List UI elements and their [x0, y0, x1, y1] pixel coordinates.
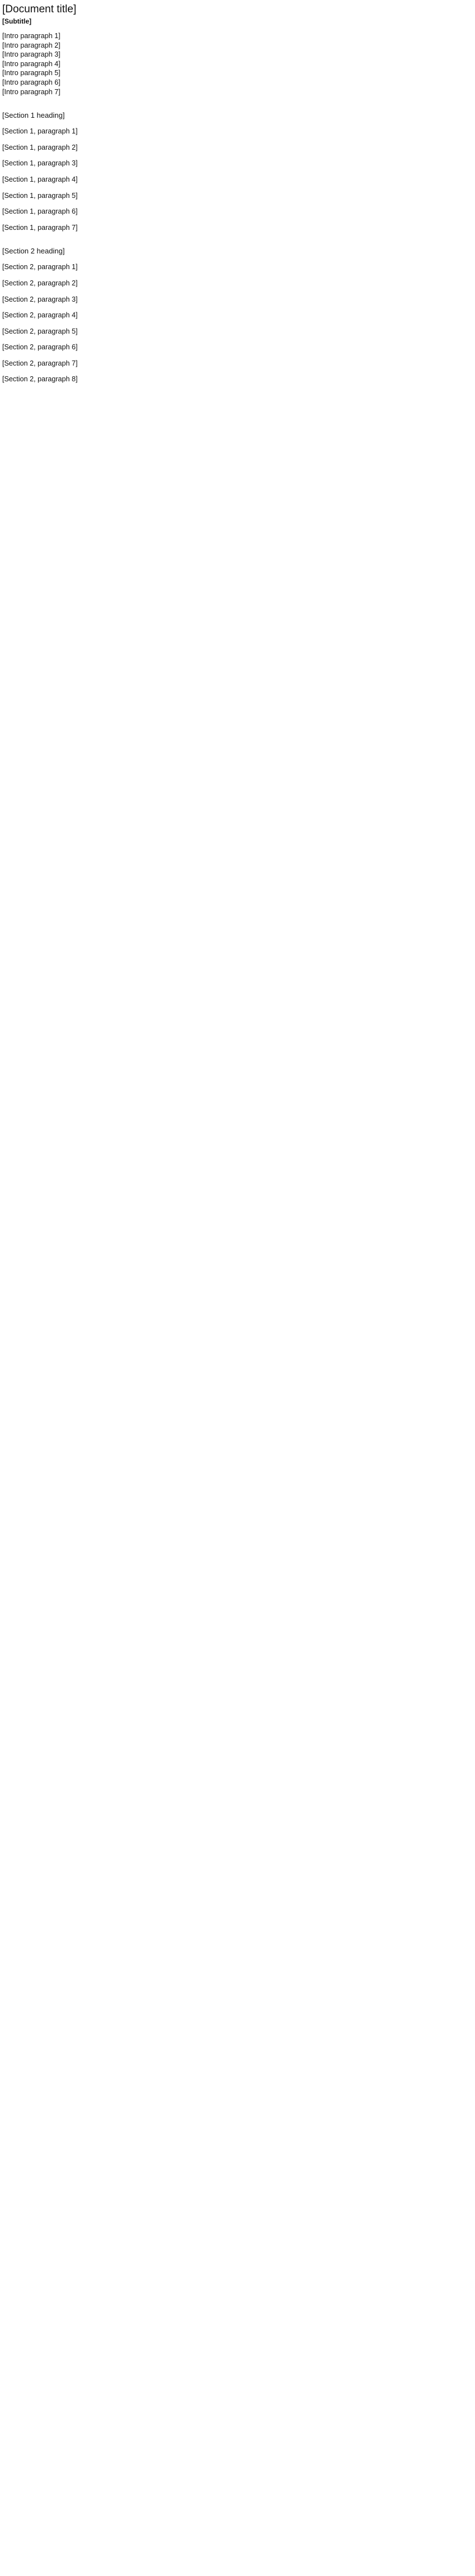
page-subtitle: [Subtitle]: [2, 17, 31, 25]
section-paragraph: [Section 2, paragraph 8]: [2, 375, 78, 384]
section-paragraph: [Section 1, paragraph 1]: [2, 127, 78, 136]
section-paragraph: [Section 2, paragraph 3]: [2, 295, 78, 303]
section-2: [2, 247, 471, 384]
intro-paragraph: [Intro paragraph 2]: [2, 41, 61, 49]
intro-section: [2, 31, 471, 96]
section-heading: [Section 2 heading]: [2, 247, 65, 256]
intro-paragraph: [Intro paragraph 3]: [2, 50, 61, 59]
intro-paragraph: [Intro paragraph 4]: [2, 59, 61, 68]
intro-paragraph: [Intro paragraph 6]: [2, 78, 61, 86]
intro-paragraph: [Intro paragraph 7]: [2, 87, 61, 96]
section-paragraph: [Section 2, paragraph 5]: [2, 327, 78, 335]
section-paragraph: [Section 2, paragraph 6]: [2, 343, 78, 352]
section-paragraph: [Section 1, paragraph 7]: [2, 223, 78, 232]
section-paragraph: [Section 1, paragraph 3]: [2, 159, 78, 168]
page-title: [Document title]: [2, 3, 76, 15]
section-paragraph: [Section 1, paragraph 5]: [2, 191, 78, 200]
section-heading: [Section 1 heading]: [2, 111, 65, 120]
section-paragraph: [Section 1, paragraph 6]: [2, 207, 78, 216]
section-paragraph: [Section 2, paragraph 4]: [2, 311, 78, 320]
section-paragraph: [Section 1, paragraph 2]: [2, 143, 78, 151]
section-paragraph: [Section 1, paragraph 4]: [2, 175, 78, 183]
section-paragraph: [Section 2, paragraph 7]: [2, 359, 78, 367]
intro-paragraph: [Intro paragraph 1]: [2, 32, 61, 40]
intro-paragraph: [Intro paragraph 5]: [2, 69, 61, 77]
section-paragraph: [Section 2, paragraph 2]: [2, 279, 78, 287]
section-1: [2, 111, 471, 232]
section-paragraph: [Section 2, paragraph 1]: [2, 263, 78, 271]
